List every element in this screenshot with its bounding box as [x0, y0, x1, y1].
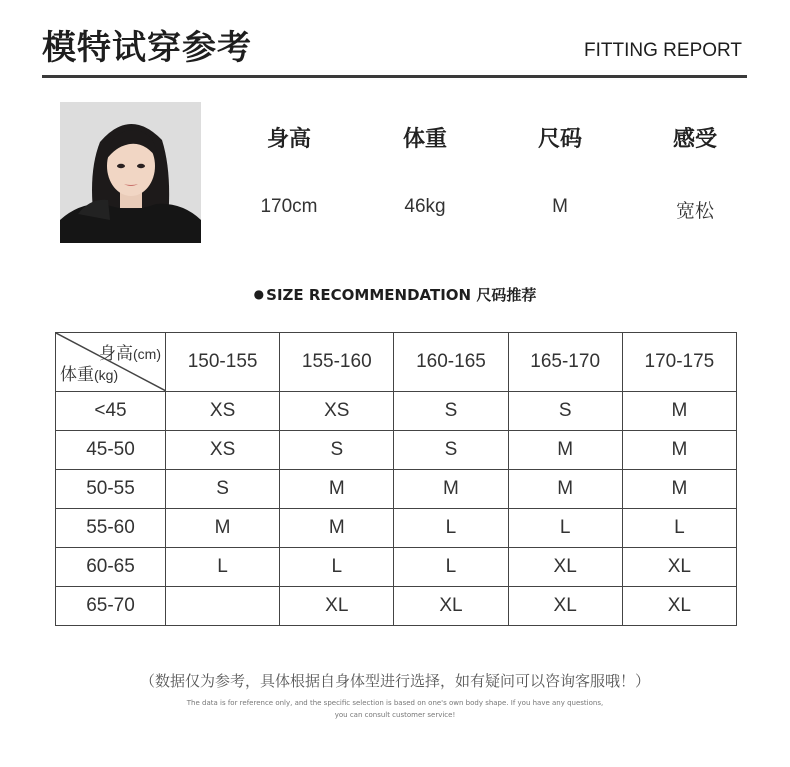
size-cell: M: [622, 431, 736, 470]
weight-range-cell: <45: [56, 392, 166, 431]
size-cell: S: [394, 431, 508, 470]
size-cell: L: [622, 509, 736, 548]
table-row: [56, 509, 737, 548]
size-cell: XS: [166, 392, 280, 431]
model-header-weight: 体重: [402, 127, 447, 152]
height-range-header: 165-170: [508, 333, 622, 392]
size-cell: L: [166, 548, 280, 587]
table-row: [56, 392, 737, 431]
size-cell: L: [508, 509, 622, 548]
size-cell: M: [622, 470, 736, 509]
weight-range-cell: 60-65: [56, 548, 166, 587]
size-cell: XL: [508, 587, 622, 626]
size-cell: [166, 587, 280, 626]
model-value-fit: 宽松: [675, 201, 714, 222]
model-value-height: 170cm: [260, 196, 318, 217]
size-cell: S: [166, 470, 280, 509]
weight-range-cell: 45-50: [56, 431, 166, 470]
disclaimer-cn: （数据仅为参考，具体根据自身体型进行选择，如有疑问可以咨询客服哦！）: [139, 672, 650, 690]
size-chart-corner: [56, 333, 166, 392]
size-cell: XL: [508, 548, 622, 587]
size-cell: M: [280, 509, 394, 548]
table-row: [56, 470, 737, 509]
model-header-height: 身高: [266, 127, 311, 152]
size-cell: XL: [394, 587, 508, 626]
size-cell: L: [394, 509, 508, 548]
size-cell: M: [280, 470, 394, 509]
weight-range-cell: 50-55: [56, 470, 166, 509]
model-value-weight: 46kg: [404, 196, 446, 217]
size-cell: XL: [622, 548, 736, 587]
disclaimer-en-line2: you can consult customer service!: [334, 711, 456, 719]
size-recommendation-label: SIZE RECOMMENDATION 尺码推荐: [266, 286, 537, 304]
size-cell: S: [394, 392, 508, 431]
model-header-size: 尺码: [537, 127, 582, 152]
bullet-icon: ●: [253, 287, 265, 301]
height-range-header: 160-165: [394, 333, 508, 392]
corner-weight-label: 体重(kg): [60, 365, 119, 384]
weight-range-cell: 65-70: [56, 587, 166, 626]
disclaimer-en: [170, 697, 620, 721]
size-cell: M: [622, 392, 736, 431]
model-header-fit: 感受: [672, 127, 717, 152]
table-row: [56, 587, 737, 626]
weight-range-cell: 55-60: [56, 509, 166, 548]
page-title: 模特试穿参考: [42, 28, 252, 68]
size-chart-table: [55, 332, 737, 626]
model-photo: [60, 102, 201, 243]
table-row: [56, 548, 737, 587]
size-cell: L: [280, 548, 394, 587]
size-cell: XL: [280, 587, 394, 626]
size-cell: XS: [166, 431, 280, 470]
model-portrait-icon: [60, 102, 201, 243]
size-cell: L: [394, 548, 508, 587]
model-value-size: M: [552, 196, 568, 217]
size-cell: XL: [622, 587, 736, 626]
size-chart-header-row: [56, 333, 737, 392]
size-cell: M: [508, 470, 622, 509]
size-cell: M: [508, 431, 622, 470]
page-subtitle: FITTING REPORT: [584, 40, 742, 61]
size-cell: M: [166, 509, 280, 548]
height-range-header: 150-155: [166, 333, 280, 392]
header-divider: [42, 75, 747, 78]
height-range-header: 170-175: [622, 333, 736, 392]
size-cell: S: [508, 392, 622, 431]
height-range-header: 155-160: [280, 333, 394, 392]
corner-height-label: 身高(cm): [99, 344, 161, 363]
size-cell: XS: [280, 392, 394, 431]
table-row: [56, 431, 737, 470]
disclaimer-en-line1: The data is for reference only, and the specific selection is based on one's own body shape. If you have any questions,: [186, 699, 604, 707]
size-cell: M: [394, 470, 508, 509]
size-recommendation-heading: [0, 284, 790, 305]
size-cell: S: [280, 431, 394, 470]
